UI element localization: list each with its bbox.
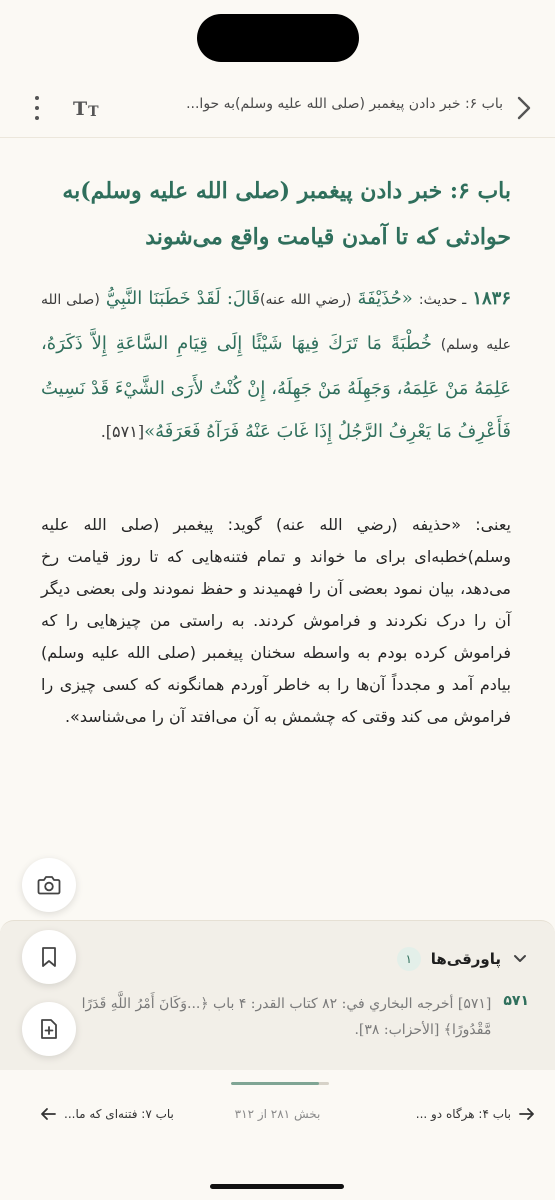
- bookmark-button[interactable]: [22, 930, 76, 984]
- hadith-intro: قَالَ: لَقَدْ خَطَبَنَا النَّبِيُّ: [105, 288, 261, 309]
- next-chapter-button[interactable]: [416, 1102, 535, 1126]
- translation-text: یعنی: «حذیفه (رضي الله عنه) گوید: پیغمبر (صلی الله علیه وسلم)خطبه‌ای برای ما خواند و تمام فتنه‌هایی که تا روز قیامت رخ می‌دهد، بیان نمود بعضی آن را فهمیدند و حفظ نمودند ولی بعضی دیگر آن را درک نکردند و فراموش کردند. به راستی من چیزهایی را که فراموش کرده بودم به واسطه سخنان پیغمبر (صلی الله علیه وسلم) بیادم آمد و مجدداً آن‌ها را به خاطر آوردم همانگونه که کسی چیزی را فراموش می کند وقتی که چشمش به آن می‌افتد آن را می‌شناسد».: [41, 515, 511, 726]
- previous-chapter-button[interactable]: [40, 1102, 174, 1126]
- hadith-number: ۱۸۳۶: [472, 288, 511, 309]
- reading-progress-fill: [231, 1082, 319, 1085]
- previous-chapter-label: باب ۷: فتنه‌ای که ما...: [64, 1107, 174, 1121]
- device-notch: [197, 14, 359, 62]
- screenshot-button[interactable]: [22, 858, 76, 912]
- add-note-button[interactable]: [22, 1002, 76, 1056]
- next-chapter-label: باب ۴: هرگاه دو ...: [415, 1107, 511, 1121]
- footnote-number[interactable]: ۵۷۱: [503, 993, 529, 1009]
- footnote-text: [۵۷۱] أخرجه البخاري في: ۸۲ كتاب القدر: ۴ باب ﴿...وَكَانَ أَمْرُ اللَّهِ قَدَرًا مَّقْدُورًا﴾ [الأحزاب: ۳۸].: [81, 996, 492, 1038]
- section-indicator: بخش ۲۸۱ از ۳۱۲: [234, 1107, 321, 1121]
- hadith-body: خُطْبَةً مَا تَرَكَ فِيهَا شَيْئًا إِلَى قِيَامِ السَّاعَةِ إِلاَّ ذَكَرَهُ، عَلِمَهُ مَنْ عَلِمَهُ، وَجَهِلَهُ مَنْ جَهِلَهُ، إِنْ كُنْتُ لأَرَى الشَّيْءَ قَدْ نَسِيتُ فَأَعْرِفُ مَا يَعْرِفُ الرَّجُلُ إِذَا غَابَ عَنْهُ فَرَآهُ فَعَرَفَهُ»: [41, 333, 511, 442]
- bookmark-icon: [41, 946, 57, 968]
- prophet-honorific: (صلی الله علیه وسلم): [41, 292, 511, 353]
- footnote-reference-link[interactable]: [۵۷۱].: [100, 422, 145, 441]
- arrow-right-icon: [519, 1107, 535, 1121]
- chapter-title: باب ۶: خبر دادن پیغمبر (صلی الله علیه وسلم)به حوادثی که تا آمدن قیامت واقع می‌شوند: [62, 178, 511, 250]
- text-size-button[interactable]: T T: [73, 98, 99, 120]
- footnotes-title: پاورقی‌ها: [430, 950, 501, 968]
- bottom-navigation: [0, 1070, 555, 1150]
- footnotes-panel: [0, 920, 555, 1070]
- more-vertical-icon: [35, 96, 39, 100]
- footnotes-count-badge: ۱: [397, 947, 421, 971]
- footnote-item: [59, 991, 529, 1043]
- hadith-narrator: «حُذَيْفَةَ: [357, 288, 413, 309]
- top-bar: [0, 78, 555, 138]
- text-size-icon: T: [73, 98, 88, 120]
- reading-progress-bar: [231, 1082, 329, 1085]
- more-options-button[interactable]: [30, 96, 44, 120]
- home-indicator: [210, 1184, 344, 1189]
- chevron-down-icon: [513, 954, 527, 964]
- narrator-honorific: (رضي الله عنه): [260, 292, 352, 308]
- camera-icon: [37, 875, 61, 895]
- hadith-text-block: [41, 277, 511, 453]
- back-button[interactable]: [511, 94, 537, 122]
- page-title: باب ۶: خبر دادن پیغمبر (صلی الله علیه وسلم)به حوا...: [186, 96, 503, 112]
- arrow-left-icon: [40, 1107, 56, 1121]
- footnotes-header[interactable]: [397, 945, 529, 973]
- add-note-icon: [40, 1018, 58, 1040]
- hadith-prefix: ـ حدیث:: [418, 292, 467, 308]
- chevron-right-icon: [517, 96, 531, 120]
